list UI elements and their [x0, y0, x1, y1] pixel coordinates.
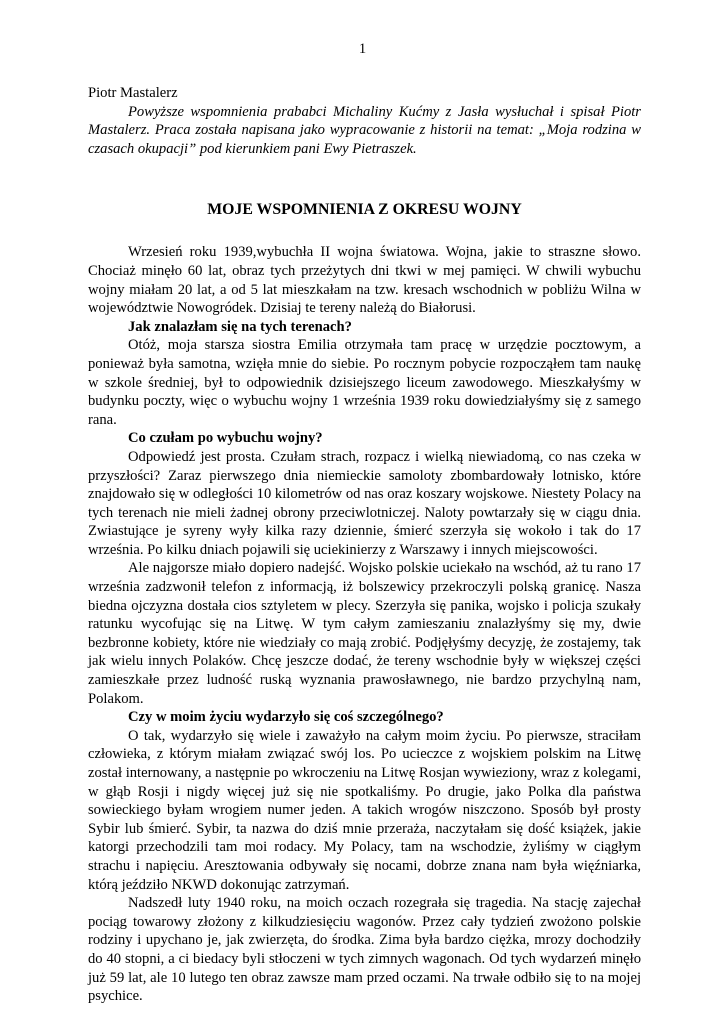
- question-heading-2: Co czułam po wybuchu wojny?: [128, 430, 323, 447]
- answer-paragraph-1: Otóż, moja starsza siostra Emilia otrzymała tam pracę w urzędzie pocztowym, a ponieważ była samotna, wzięła mnie do siebie. Po rocznym pobycie rozpocząłem tam naukę w szkole średniej, był to odpowiednik dzisiejszego liceum zawodowego. Mieszkałyśmy w budynku poczty, więc o wybuchu wojny 1 września 1939 roku dowiedziałyśmy się z samego rana.: [88, 337, 641, 428]
- question-heading-1: Jak znalazłam się na tych terenach?: [128, 318, 352, 335]
- question-heading-3: Czy w moim życiu wydarzyło się coś szczególnego?: [128, 709, 444, 726]
- answer-paragraph-3a: O tak, wydarzyło się wiele i zaważyło na całym moim życiu. Po pierwsze, straciłam człowieka, z którym miałam związać swój los. Po ucieczce z wojskiem polskim na Litwę został internowany, a następnie po wkroczeniu na Litwę Rosjan wywieziony, wraz z kolegami, w głąb Rosji i nigdy więcej już się nie spotkaliśmy. Po drugie, jako Polka dla państwa sowieckiego byłam wrogiem numer jeden. A takich wrogów niszczono. Sposób był prosty Sybir lub śmierć. Sybir, ta nazwa do dziś mnie przeraża, naczytałam się dość książek, jakie katorgi przechodzili tam moi rodacy. My Polacy, tam na wschodzie, żyliśmy w ciągłym strachu i napięciu. Aresztowania odbywały się nocami, dobrze znana nam była więźniarka, którą jeździło NKWD dokonując zatrzymań.: [88, 727, 641, 893]
- author-name: Piotr Mastalerz: [88, 85, 178, 101]
- page-number: 1: [358, 41, 367, 57]
- document-title: MOJE WSPOMNIENIA Z OKRESU WOJNY: [207, 201, 522, 219]
- paragraph-opening: Wrzesień roku 1939,wybuchła II wojna światowa. Wojna, jakie to straszne słowo. Chociaż minęło 60 lat, obraz tych przeżytych dni tkwi w mej pamięci. W chwili wybuchu wojny miałam 20 lat, a od 5 lat mieszkałam na tzw. kresach wschodnich w pobliżu Wilna w województwie Nowogródek. Dzisiaj te tereny należą do Białorusi.: [88, 244, 641, 317]
- answer-paragraph-3b: Nadszedł luty 1940 roku, na moich oczach rozegrała się tragedia. Na stację zajechał pociąg towarowy złożony z kilkudziesięciu wagonów. Przez cały tydzień zwożono polskie rodziny i upychano je, jak zwierzęta, do środka. Zima była bardzo ciężka, mrozy dochodziły do 40 stopni, a ci biedacy byli stłoczeni w tych zimnych wagonach. Od tych wydarzeń minęło już 59 lat, ale 10 lutego ten obraz zawsze mam przed oczami. Na trwałe odbiło się to na mojej psychice.: [88, 895, 641, 1005]
- document-body: [88, 84, 641, 1006]
- answer-paragraph-2b: Ale najgorsze miało dopiero nadejść. Wojsko polskie uciekało na wschód, aż tu rano 17 września zadzwonił telefon z informacją, iż bolszewicy przekroczyli polską granicę. Nasza biedna ojczyzna dostała cios sztyletem w plecy. Szerzyła się panika, wojsko i policja szukały ratunku wycofując się na Litwę. W tym całym zamieszaniu znalazłyśmy się my, dwie bezbronne kobiety, które nie wiedziały co mają zrobić. Podjęłyśmy decyzję, że zostajemy, tak jak wielu innych Polaków. Chcę jeszcze dodać, że tereny wschodnie były w większej części zamieszkałe przez ludność ruską wyznania prawosławnego, nie bardzo przychylną nam, Polakom.: [88, 560, 641, 707]
- answer-paragraph-2a: Odpowiedź jest prosta. Czułam strach, rozpacz i wielką niewiadomą, co nas czeka w przyszłości? Zaraz pierwszego dnia niemieckie samoloty zbombardowały lotnisko, które znajdowało się w odległości 10 kilometrów od nas oraz koszary wojskowe. Niestety Polacy na tych terenach nie mieli żadnej obrony przeciwlotniczej. Naloty powtarzały się w ciągu dnia. Zwiastujące je syreny wyły kilka razy dziennie, śmierć szerzyła się wokoło i tak do 17 września. Po kilku dniach pojawili się uciekinierzy z Warszawy i innych miejscowości.: [88, 448, 641, 558]
- intro-note: Powyższe wspomnienia prababci Michaliny Kućmy z Jasła wysłuchał i spisał Piotr Mastalerz. Praca została napisana jako wypracowanie z historii na temat: „Moja rodzina w czasach okupacji” pod kierunkiem pani Ewy Pietraszek.: [88, 103, 641, 157]
